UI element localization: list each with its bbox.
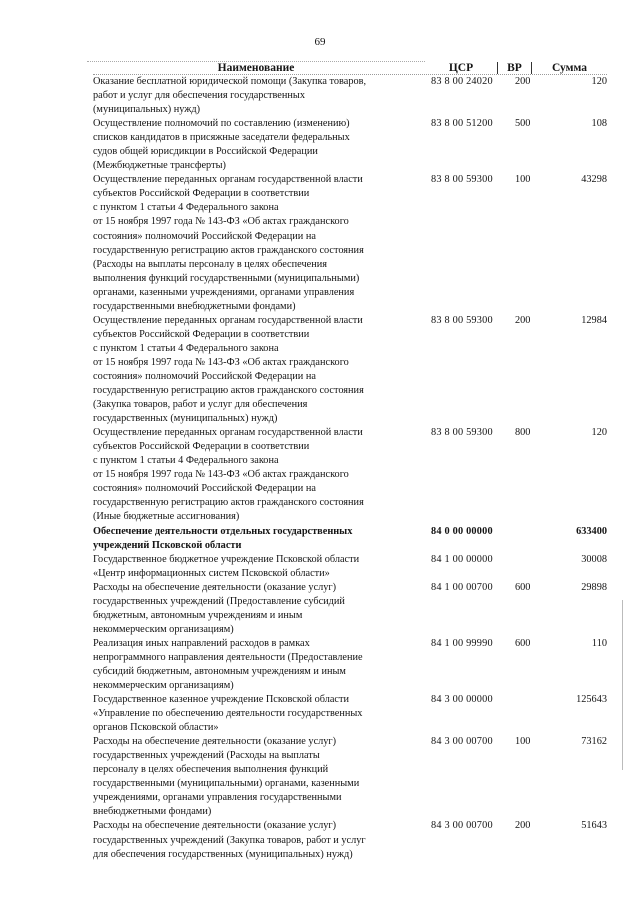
cell-sum: 120 [591,427,607,439]
cell-sum: 43298 [581,174,607,186]
cell-csr: 84 3 00 00000 [431,694,493,706]
cell-name: Оказание бесплатной юридической помощи (Закупка товаров, работ и услуг для обеспечения государственных (муниципальных) нужд) [93,76,367,116]
cell-csr: 83 8 00 59300 [431,314,493,326]
table-row [93,637,607,693]
cell-csr: 84 3 00 00700 [431,820,493,832]
table-row [93,735,607,819]
table-body [93,75,607,862]
cell-name: Осуществление переданных органам государственной власти субъектов Российской Федерации в соответствии с пунктом 1 статьи 4 Федерального закона от 15 ноября 1997 года № 143-ФЗ «Об актах гражданского состояния» полномочий Российской Федерации на государственную регистрацию актов гражданского состояния (Иные бюджетные ассигнования) [93,427,364,523]
cell-sum: 12984 [581,314,607,326]
table-header [93,57,607,75]
column-header-vr: ВР [497,62,531,74]
budget-table [93,57,607,862]
table-row [93,314,607,426]
cell-name: Расходы на обеспечение деятельности (оказание услуг) государственных учреждений (Расходы на выплаты персоналу в целях обеспечения выполнения функций государственными (муниципальными) органами, казенными учреждениями, органами управления государственными внебюджетными фондами) [93,736,360,818]
cell-sum: 29898 [581,581,607,593]
cell-name: Государственное бюджетное учреждение Псковской области «Центр информационных систем Псковской области» [93,553,360,579]
column-header-sum: Сумма [531,62,607,74]
cell-sum: 73162 [581,736,607,748]
cell-name: Реализация иных направлений расходов в рамках непрограммного направления деятельности (Предоставление субсидий бюджетным, автономным учреждениям и иным некоммерческим организациям) [93,637,363,692]
table-row [93,426,607,524]
cell-sum: 120 [591,76,607,87]
cell-name: Осуществление полномочий по составлению (изменению) списков кандидатов в присяжные заседатели федеральных судов общей юрисдикции в Российской Федерации (Межбюджетные трансферты) [93,118,350,172]
cell-vr: 100 [515,174,531,186]
cell-sum: 125643 [576,694,607,706]
cell-sum: 51643 [581,820,607,832]
table-row [93,693,607,735]
cell-vr: 200 [515,76,531,87]
table-row [93,75,607,117]
table-row [93,173,607,313]
cell-name: Расходы на обеспечение деятельности (оказание услуг) государственных учреждений (Закупка товаров, работ и услуг для обеспечения государственных (муниципальных) нужд) [93,820,366,860]
cell-vr: 200 [515,820,531,832]
table-row [93,117,607,173]
cell-csr: 83 8 00 59300 [431,427,493,439]
cell-csr: 84 1 00 00000 [431,553,493,565]
cell-name: Государственное казенное учреждение Псковской области «Управление по обеспечению деятельности государственных органов Псковской области» [93,694,363,734]
cell-vr: 200 [515,314,531,326]
cell-csr: 83 8 00 51200 [431,118,493,130]
cell-name: Обеспечение деятельности отдельных государственных учреждений Псковской области [93,525,353,551]
cell-csr: 83 8 00 59300 [431,174,493,186]
cell-name: Осуществление переданных органам государственной власти субъектов Российской Федерации в соответствии с пунктом 1 статьи 4 Федерального закона от 15 ноября 1997 года № 143-ФЗ «Об актах гражданского состояния» полномочий Российской Федерации на государственную регистрацию актов гражданского состояния (Расходы на выплаты персоналу в целях обеспечения выполнения функций государственными (муниципальными) органами, казенными учреждениями, органами управления государственными внебюджетными фондами) [93,174,364,312]
column-header-csr: ЦСР [448,62,474,74]
table-row [93,553,607,581]
cell-sum: 633400 [576,525,607,537]
cell-sum: 108 [591,118,607,130]
cell-csr: 84 3 00 00700 [431,736,493,748]
table-row [93,581,607,637]
cell-vr: 100 [515,736,531,748]
cell-vr: 600 [515,581,531,593]
cell-vr: 500 [515,118,531,130]
cell-csr: 83 8 00 24020 [431,76,493,87]
scan-edge-mark [622,600,623,770]
cell-sum: 110 [591,637,607,649]
cell-csr: 84 1 00 00700 [431,581,493,593]
cell-vr [515,525,559,553]
table-row [93,819,607,861]
cell-csr: 84 0 00 00000 [431,525,493,537]
cell-vr: 800 [515,427,531,439]
cell-vr: 600 [515,637,531,649]
cell-vr [515,553,559,581]
cell-name: Расходы на обеспечение деятельности (оказание услуг) государственных учреждений (Предоставление субсидий бюджетным, автономным учреждениям и иным некоммерческим организациям) [93,581,345,635]
table-row [93,525,607,553]
cell-name: Осуществление переданных органам государственной власти субъектов Российской Федерации в соответствии с пунктом 1 статьи 4 Федерального закона от 15 ноября 1997 года № 143-ФЗ «Об актах гражданского состояния» полномочий Российской Федерации на государственную регистрацию актов гражданского состояния (Закупка товаров, работ и услуг для обеспечения государственных (муниципальных) нужд) [93,314,364,425]
column-header-name: Наименование [87,61,425,74]
cell-sum: 30008 [581,553,607,565]
page-number: 69 [314,36,326,48]
cell-csr: 84 1 00 99990 [431,637,493,649]
cell-vr [515,693,559,735]
